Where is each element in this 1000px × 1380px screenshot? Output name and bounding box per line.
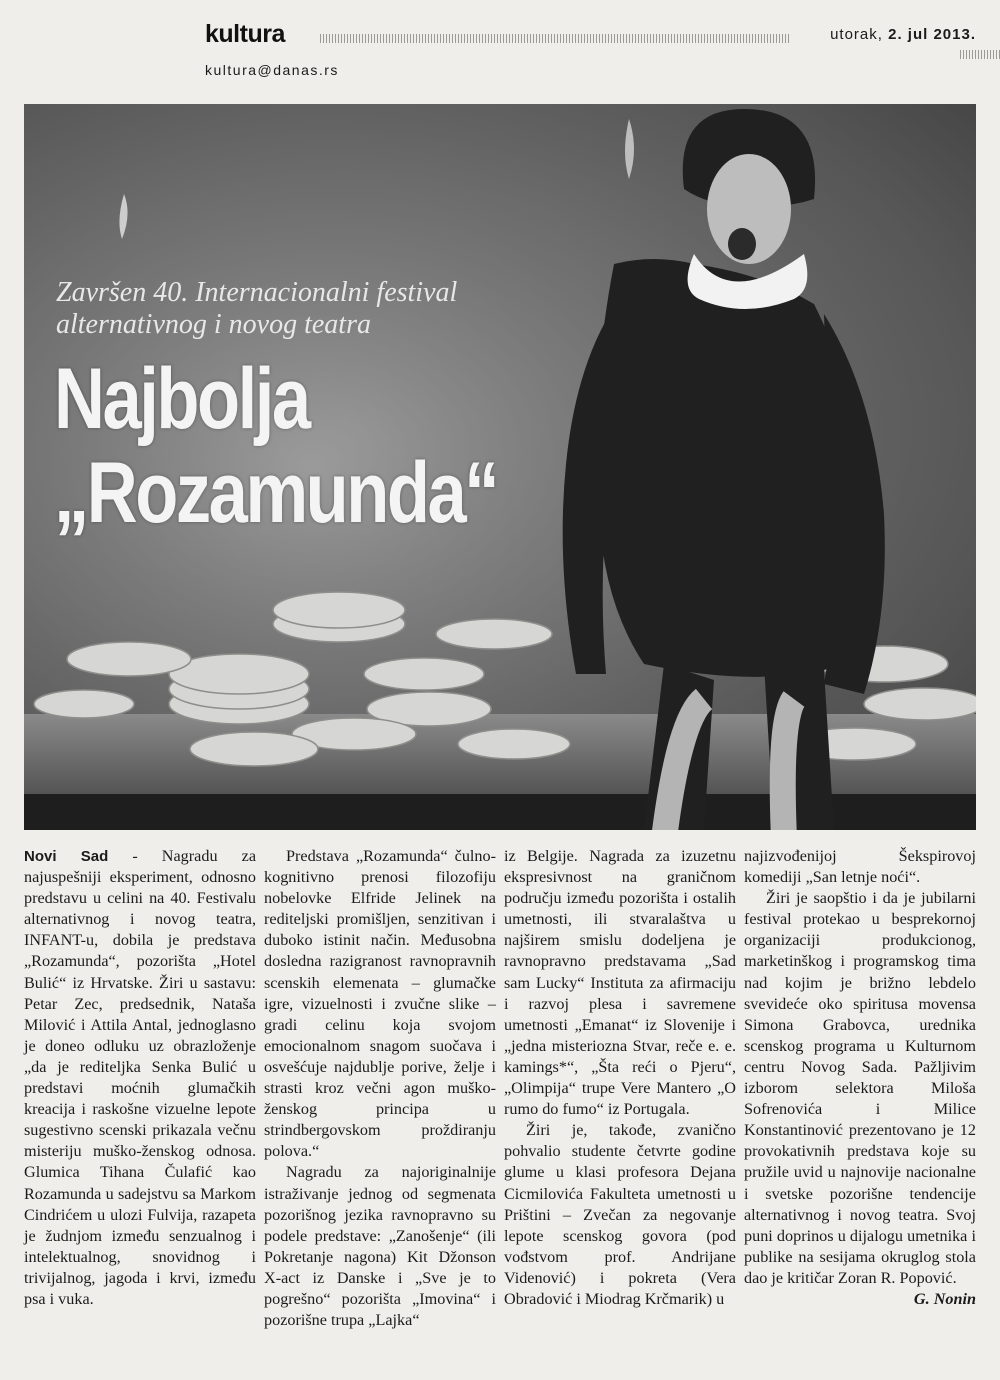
paragraph: Žiri je saopštio i da je jubilarni festival protekao u besprekornoj organizaciji produkcionog, marketinškog i programskog tima nad kojim je brižno lebdelo svevideće oko spiritusa movensa Simona Grabovca, urednika scenskog programa u Kulturnom centru Novog Sada. Pažljivim izborom selektora Miloša Sofrenovića i Milice Konstantinović prezentovano je 12 provokativnih predstava koje su pružile uvid u najnovije nacionalne i svetske pozorišne tendencije alternativnog i novog teatra. Svoj puni doprinos u dijalogu umetnika i publike na sesijama okruglog stola dao je kritičar Zoran R. Popović.	[744, 889, 976, 1287]
page-header	[0, 0, 1000, 92]
article-column-1	[24, 846, 256, 1310]
paragraph: Žiri je, takođe, zvanično pohvalio studente četvrte godine glume u klasi profesora Dejana Cicmilovića Fakulteta umetnosti u Prištini – Zvečan za negovanje lepote scenskog govora (pod vođstvom prof. Andrijane Videnović) i pokreta (Vera Obradović i Miodrag Krčmarik) u	[504, 1121, 736, 1308]
header-rule-left	[320, 34, 790, 43]
paragraph: Nagradu za najoriginalnije istraživanje jednog od segmenata pozorišnog jezika ravnopravno su podele predstave: „Zanošenje“ (ili Pokretanje nagona) Kit Džonson X-act iz Danske i „Sve je to pogrešno“ pozorišta „Imovina“ i pozorišne trupa „Lajka“	[264, 1163, 496, 1330]
issue-date	[830, 26, 976, 43]
section-title: kultura	[205, 20, 285, 48]
article-kicker	[56, 277, 457, 341]
paragraph: najizvođenijoj Šekspirovoj komediji „San letnje noći“.	[744, 847, 976, 887]
section-email: kultura@danas.rs	[205, 62, 339, 78]
kicker-line-2: alternativnog i novog teatra	[56, 309, 371, 340]
paragraph	[24, 846, 256, 1310]
kicker-line-1: Završen 40. Internacionalni festival	[56, 277, 458, 308]
article-headline	[54, 352, 497, 540]
header-rule-right	[960, 50, 1000, 59]
article-photo	[24, 104, 976, 830]
dateline: Novi Sad	[24, 848, 109, 865]
date-weekday: utorak,	[830, 26, 883, 43]
article-column-3	[504, 846, 736, 1310]
article-body	[24, 846, 976, 1356]
headline-line-2: „Rozamunda“	[54, 445, 498, 541]
author-byline: G. Nonin	[913, 1289, 976, 1308]
article-column-4	[744, 846, 976, 1310]
paragraph-text: - Nagradu za najuspešniji eksperiment, odnosno predstavu u celini na 40. Festivalu alternativnog i novog teatra, INFANT-u, dobila je predstava „Rozamunda“, pozorišta „Hotel Bulić“ iz Hrvatske. Žiri u sastavu: Petar Zec, predsednik, Nataša Milović i Attila Antal, jednoglasno je doneo odluku uz obrazloženje „da je rediteljka Senka Bulić u predstavi moćnih glumačkih kreacija i raskošne vizuelne lepote sugestivno scenski prikazala večnu misteriju muško-ženskog odnosa. Glumica Tihana Čulafić kao Rozamunda u sadejstvu sa Markom Cindrićem u ulozi Fulvija, razapeta je žudnjom između senzualnog i intelektualnog, snovidnog i trivijalnog, jagoda i krvi, između psa i vuka.	[24, 847, 256, 1308]
paragraph: iz Belgije. Nagrada za izuzetnu ekspresivnost na graničnom području između pozorišta i ostalih umetnosti, ili stvaralaštva u najširem smislu dodeljena je ravnopravno predstavama „Sad sam Lucky“ Instituta za afirmaciju i razvoj plesa i savremene umetnosti „Emanat“ iz Slovenije i „jedna misteriozna Stvar, reče e. e. kamings*“, „Šta reći o Pjeru“, „Olimpija“ trupe Vere Mantero „O rumo do fumo“ iz Portugala.	[504, 847, 736, 1119]
article-column-2	[264, 846, 496, 1331]
date-day: 2. jul 2013.	[888, 26, 976, 43]
paragraph: Predstava „Rozamunda“ čulno-kognitivno prenosi filozofiju nobelovke Elfride Jelinek na rediteljski promišljen, senzitivan i duboko istinit način. Međusobna dosledna razigranost ravnopravnih scenskih elemenata – glumačke igre, vizuelnosti i zvučne slike – gradi celinu koja svojom emocionalnom snagom suočava i osvešćuje najdublje porive, želje i strasti kroz večni agon muško-ženskog principa u strindbergovskom proždiranju polova.“	[264, 847, 496, 1161]
headline-line-1: Najbolja	[54, 351, 309, 447]
